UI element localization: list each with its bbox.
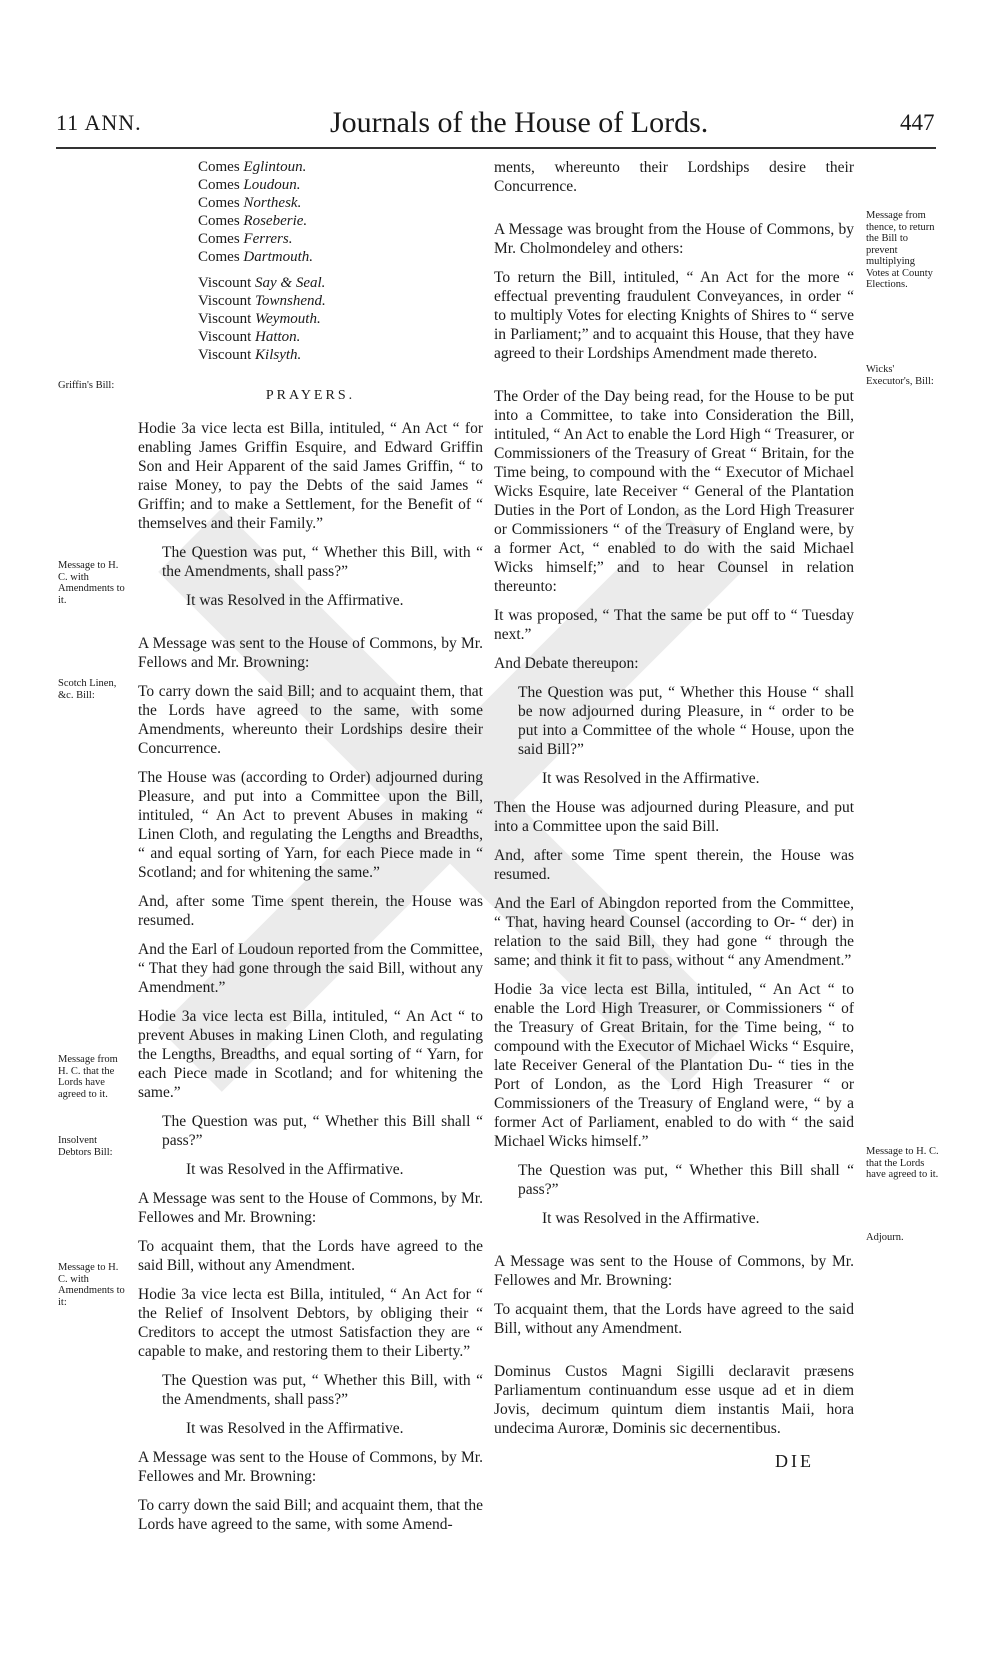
adjourned-text: Then the House was adjourned during Pleasure, and put into a Committee upon the said Bill. [494,799,854,835]
wicks-bill-text: Hodie 3a vice lecta est Billa, intituled, “ An Act “ to enable the Lord High Treasurer, or Commissioners “ of the Treasury of Great Britain, for the Time being, “ to compound with the Executor of Michael Wicks “ Esquire, late Receiver General of the Plantation Du- “ ties in the Port of London, as the Lord High Treasurer “ or Commissioners of the Treasury of England were, “ by a former Act of Parliament, enabled to do with “ the said Michael Wicks himself.” [494,981,854,1150]
list-item: Viscount Townshend. [198,293,326,309]
report-text: And the Earl of Loudoun reported from the Committee, “ That they had gone through the said Bill, without any Amendment.” [138,941,483,996]
message-text: A Message was brought from the House of Commons, by Mr. Cholmondeley and others: [494,221,854,257]
message-text: A Message was sent to the House of Commons, by Mr. Fellowes and Mr. Browning: [138,1449,483,1485]
question-text: The Question was put, “ Whether this Bill, with “ the Amendments, shall pass?” [162,1372,483,1408]
left-column [138,158,483,1544]
message-body: To acquaint them, that the Lords have agreed to the said Bill, without any Amendment. [138,1238,483,1274]
continuation-text: ments, whereunto their Lordships desire their Concurrence. [494,159,854,195]
list-item: Viscount Weymouth. [198,311,321,327]
question-text: The Question was put, “ Whether this House “ shall be now adjourned during Pleasure, in “ order to be put into a Committee of the whole “ House, upon the said Bill?” [518,684,854,758]
margin-note-msg1: Message to H. C. with Amendments to it. [58,560,125,606]
list-item: Viscount Say & Seal. [198,275,326,291]
question-text: The Question was put, “ Whether this Bill, with “ the Amendments, shall pass?” [162,544,483,580]
question-text: The Question was put, “ Whether this Bill shall “ pass?” [518,1162,854,1198]
margin-note-insolvent: Insolvent Debtors Bill: [58,1135,113,1158]
insolvent-bill-text: Hodie 3a vice lecta est Billa, intituled, “ An Act for “ the Relief of Insolvent Debtors, by obliging their “ Creditors to accept the utmost Satisfaction they are “ capable to make, and restoring them to their Liberty.” [138,1286,483,1360]
house-resumed-text: And, after some Time spent therein, the House was resumed. [138,893,483,929]
house-resumed-text: And, after some Time spent therein, the House was resumed. [494,847,854,883]
margin-note-commons: Message from thence, to return the Bill to prevent multiplying Votes at County Elections. [866,210,935,290]
proposal-text: It was proposed, “ That the same be put off to “ Tuesday next.” [494,607,854,643]
page-header [0,106,992,150]
resolution-text: It was Resolved in the Affirmative. [186,1420,404,1437]
adjournment-text: Dominus Custos Magni Sigilli declaravit præsens Parliamentum continuandum esse usque ad et in diem Jovis, decimum quintum diem instantis Maii, hora undecima Auroræ, Dominis sic decernentibus. [494,1363,854,1437]
margin-note-msg4: Message to H. C. that the Lords have agreed to it. [866,1146,939,1180]
debate-text: And Debate thereupon: [494,655,639,672]
list-item: Viscount Kilsyth. [198,347,302,363]
question-text: The Question was put, “ Whether this Bill shall “ pass?” [162,1113,483,1149]
message-body: To acquaint them, that the Lords have agreed to the said Bill, without any Amendment. [494,1301,854,1337]
list-item: Comes Northesk. [198,195,302,211]
message-text: A Message was sent to the House of Commons, by Mr. Fellows and Mr. Browning: [138,635,483,671]
page-title: Journals of the House of Lords. [330,106,709,139]
margin-note-linen: Scotch Linen, &c. Bill: [58,678,117,701]
resolution-text: It was Resolved in the Affirmative. [186,1161,404,1178]
header-rule [56,147,936,149]
linen-committee-text: The House was (according to Order) adjourned during Pleasure, and put into a Committee upon the Bill, intituled, “ An Act to prevent Abuses in making “ Linen Cloth, and regulating the Lengths and Breadths, “ and equal sorting of Yarn, for each Piece made in “ Scotland; and for whitening the same.” [138,769,483,881]
resolution-text: It was Resolved in the Affirmative. [542,770,760,787]
margin-note-griffin: Griffin's Bill: [58,380,115,391]
linen-bill-text: Hodie 3a vice lecta est Billa, intituled, “ An Act “ to prevent Abuses in making Linen Cloth, and regulating the Lengths, Breadths, and equal sorting of “ Yarn, for each Piece made in Scotland; and for whitening the same.” [138,1008,483,1101]
list-item: Comes Roseberie. [198,213,308,229]
list-item: Comes Loudoun. [198,177,301,193]
peers-list [198,158,483,364]
catchword: DIE [775,1451,814,1471]
resolution-text: It was Resolved in the Affirmative. [186,592,404,609]
report-text: And the Earl of Abingdon reported from the Committee, “ That, having heard Counsel (according to Or- “ der) in relation to the said Bill, they had gone “ through the same; and think it fit to pass, without “ any Amendment.” [494,895,854,969]
session-label: 11 ANN. [56,110,142,135]
margin-note-adjourn: Adjourn. [866,1232,904,1243]
margin-note-msg2: Message from H. C. that the Lords have agreed to it. [58,1054,118,1100]
prayers-heading: PRAYERS. [265,388,356,403]
list-item: Comes Ferrers. [198,231,293,247]
griffin-bill-text: Hodie 3a vice lecta est Billa, intituled, “ An Act “ for enabling James Griffin Esquire, and Edward Griffin Son and Heir Apparent of the said James Griffin, “ to raise Money, to pay the Debts of the said James “ Griffin; and to make a Settlement, for the Benefit of “ themselves and their Family.” [138,420,483,532]
margin-note-wicks: Wicks' Executor's, Bill: [866,364,934,387]
list-item: Viscount Hatton. [198,329,301,345]
message-body: To return the Bill, intituled, “ An Act for the more “ effectual preventing fraudulent Conveyances, in order “ to multiply Votes for electing Knights of Shires to “ serve in Parliament;” and to acquaint this House, that they have agreed to their Lordships Amendment made thereto. [494,269,854,362]
right-column [494,158,854,1471]
list-item: Comes Eglintoun. [198,159,307,175]
order-of-day-text: The Order of the Day being read, for the House to be put into a Committee, to take into Consideration the Bill, intituled, “ An Act to enable the Lord High “ Treasurer, or Commissioners of the Treasury of Great “ Britain, for the Time being, to compound with the “ Executor of Michael Wicks Esquire, late Receiver “ General of the Plantation Duties in the Port of London, as the Lord High Treasurer or Commissioners “ of the Treasury of England were, by a former Act, “ enabled to do with the said Michael Wicks himself;” and to hear Counsel in relation thereunto: [494,388,854,595]
message-text: A Message was sent to the House of Commons, by Mr. Fellowes and Mr. Browning: [138,1190,483,1226]
resolution-text: It was Resolved in the Affirmative. [542,1210,760,1227]
list-item: Comes Dartmouth. [198,249,314,265]
message-body: To carry down the said Bill; and acquaint them, that the Lords have agreed to the same, with some Amend- [138,1497,483,1533]
message-text: A Message was sent to the House of Commons, by Mr. Fellowes and Mr. Browning: [494,1253,854,1289]
page-number: 447 [900,110,935,135]
message-body: To carry down the said Bill; and to acquaint them, that the Lords have agreed to the same, with some Amendments, whereunto their Lordships desire their Concurrence. [138,683,483,757]
margin-note-msg3: Message to H. C. with Amendments to it: [58,1262,125,1308]
